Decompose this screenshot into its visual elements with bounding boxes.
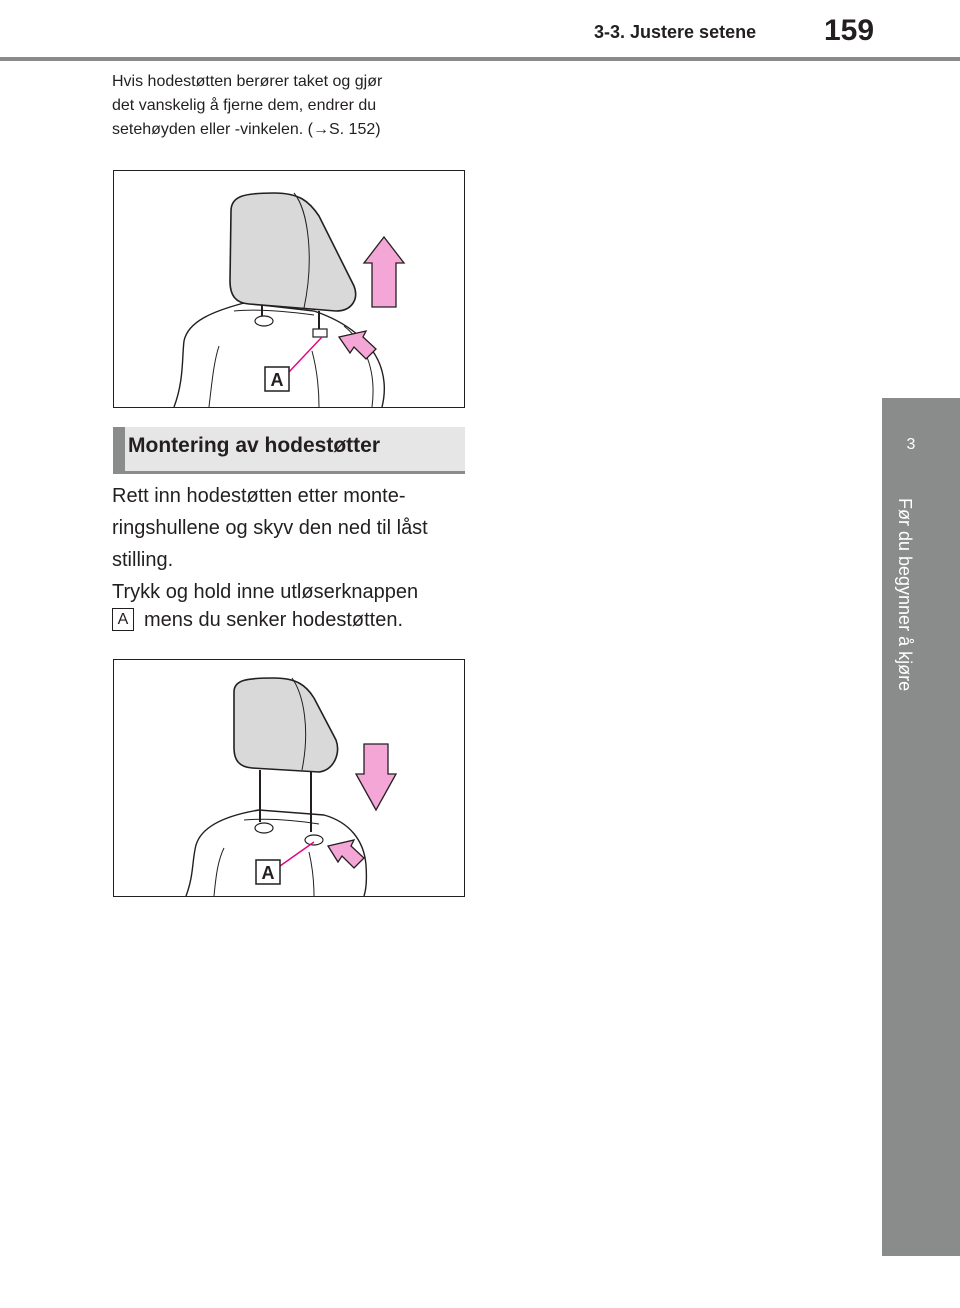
- callout-label: A: [270, 370, 284, 390]
- push-arrow-icon: [328, 840, 364, 868]
- seat-seam: [312, 351, 319, 407]
- body-line: Rett inn hodestøtten etter monte-: [112, 485, 406, 507]
- release-button: [305, 835, 323, 845]
- headrest: [230, 193, 356, 311]
- body-line: ringshullene og skyv den ned til låst: [112, 517, 428, 539]
- body-line: Trykk og hold inne utløserknappen: [112, 581, 419, 603]
- section-title: 3-3. Justere setene: [594, 22, 757, 42]
- subheading-accent: [113, 427, 125, 474]
- body-line: stilling.: [112, 549, 174, 571]
- seat-seam: [209, 346, 219, 407]
- chapter-number: 3: [906, 436, 916, 453]
- subheading: Montering av hodestøtter: [128, 434, 381, 457]
- seat-top-edge: [244, 819, 319, 824]
- seat-top-edge: [234, 310, 314, 315]
- chapter-title-container: [888, 498, 928, 738]
- seat-seam: [309, 852, 314, 896]
- intro-paragraph: [112, 70, 472, 142]
- push-arrow-icon: [339, 331, 376, 359]
- post-hole: [255, 823, 273, 833]
- callout-leader-line: [280, 842, 314, 866]
- headrest: [234, 678, 338, 772]
- headrest-installation-figure: [113, 659, 465, 897]
- arrow-up-icon: [364, 237, 404, 307]
- headrest-installation-illustration: [114, 660, 464, 896]
- headrest-removal-figure: [113, 170, 465, 408]
- arrow-down-icon: [356, 744, 396, 810]
- headrest-removal-illustration: [114, 171, 464, 407]
- body-line: mens du senker hodestøtten.: [144, 609, 404, 631]
- body-callout-line: [112, 604, 482, 636]
- callout-leader-line: [288, 337, 322, 373]
- page-number: 159: [824, 14, 875, 47]
- seat-seam: [214, 848, 224, 896]
- chapter-title: Før du begynner å kjøre: [895, 498, 915, 692]
- header-rule: [0, 57, 960, 61]
- post-hole: [255, 316, 273, 326]
- intro-line: det vanskelig å fjerne dem, endrer du: [112, 97, 377, 114]
- inline-callout-box: A: [112, 608, 134, 631]
- body-paragraph: [112, 480, 482, 608]
- intro-line: setehøyden eller -vinkelen. (→S. 152): [112, 121, 381, 138]
- callout-label: A: [261, 863, 275, 883]
- release-button: [313, 329, 327, 337]
- intro-line: Hvis hodestøtten berører taket og gjør: [112, 73, 383, 90]
